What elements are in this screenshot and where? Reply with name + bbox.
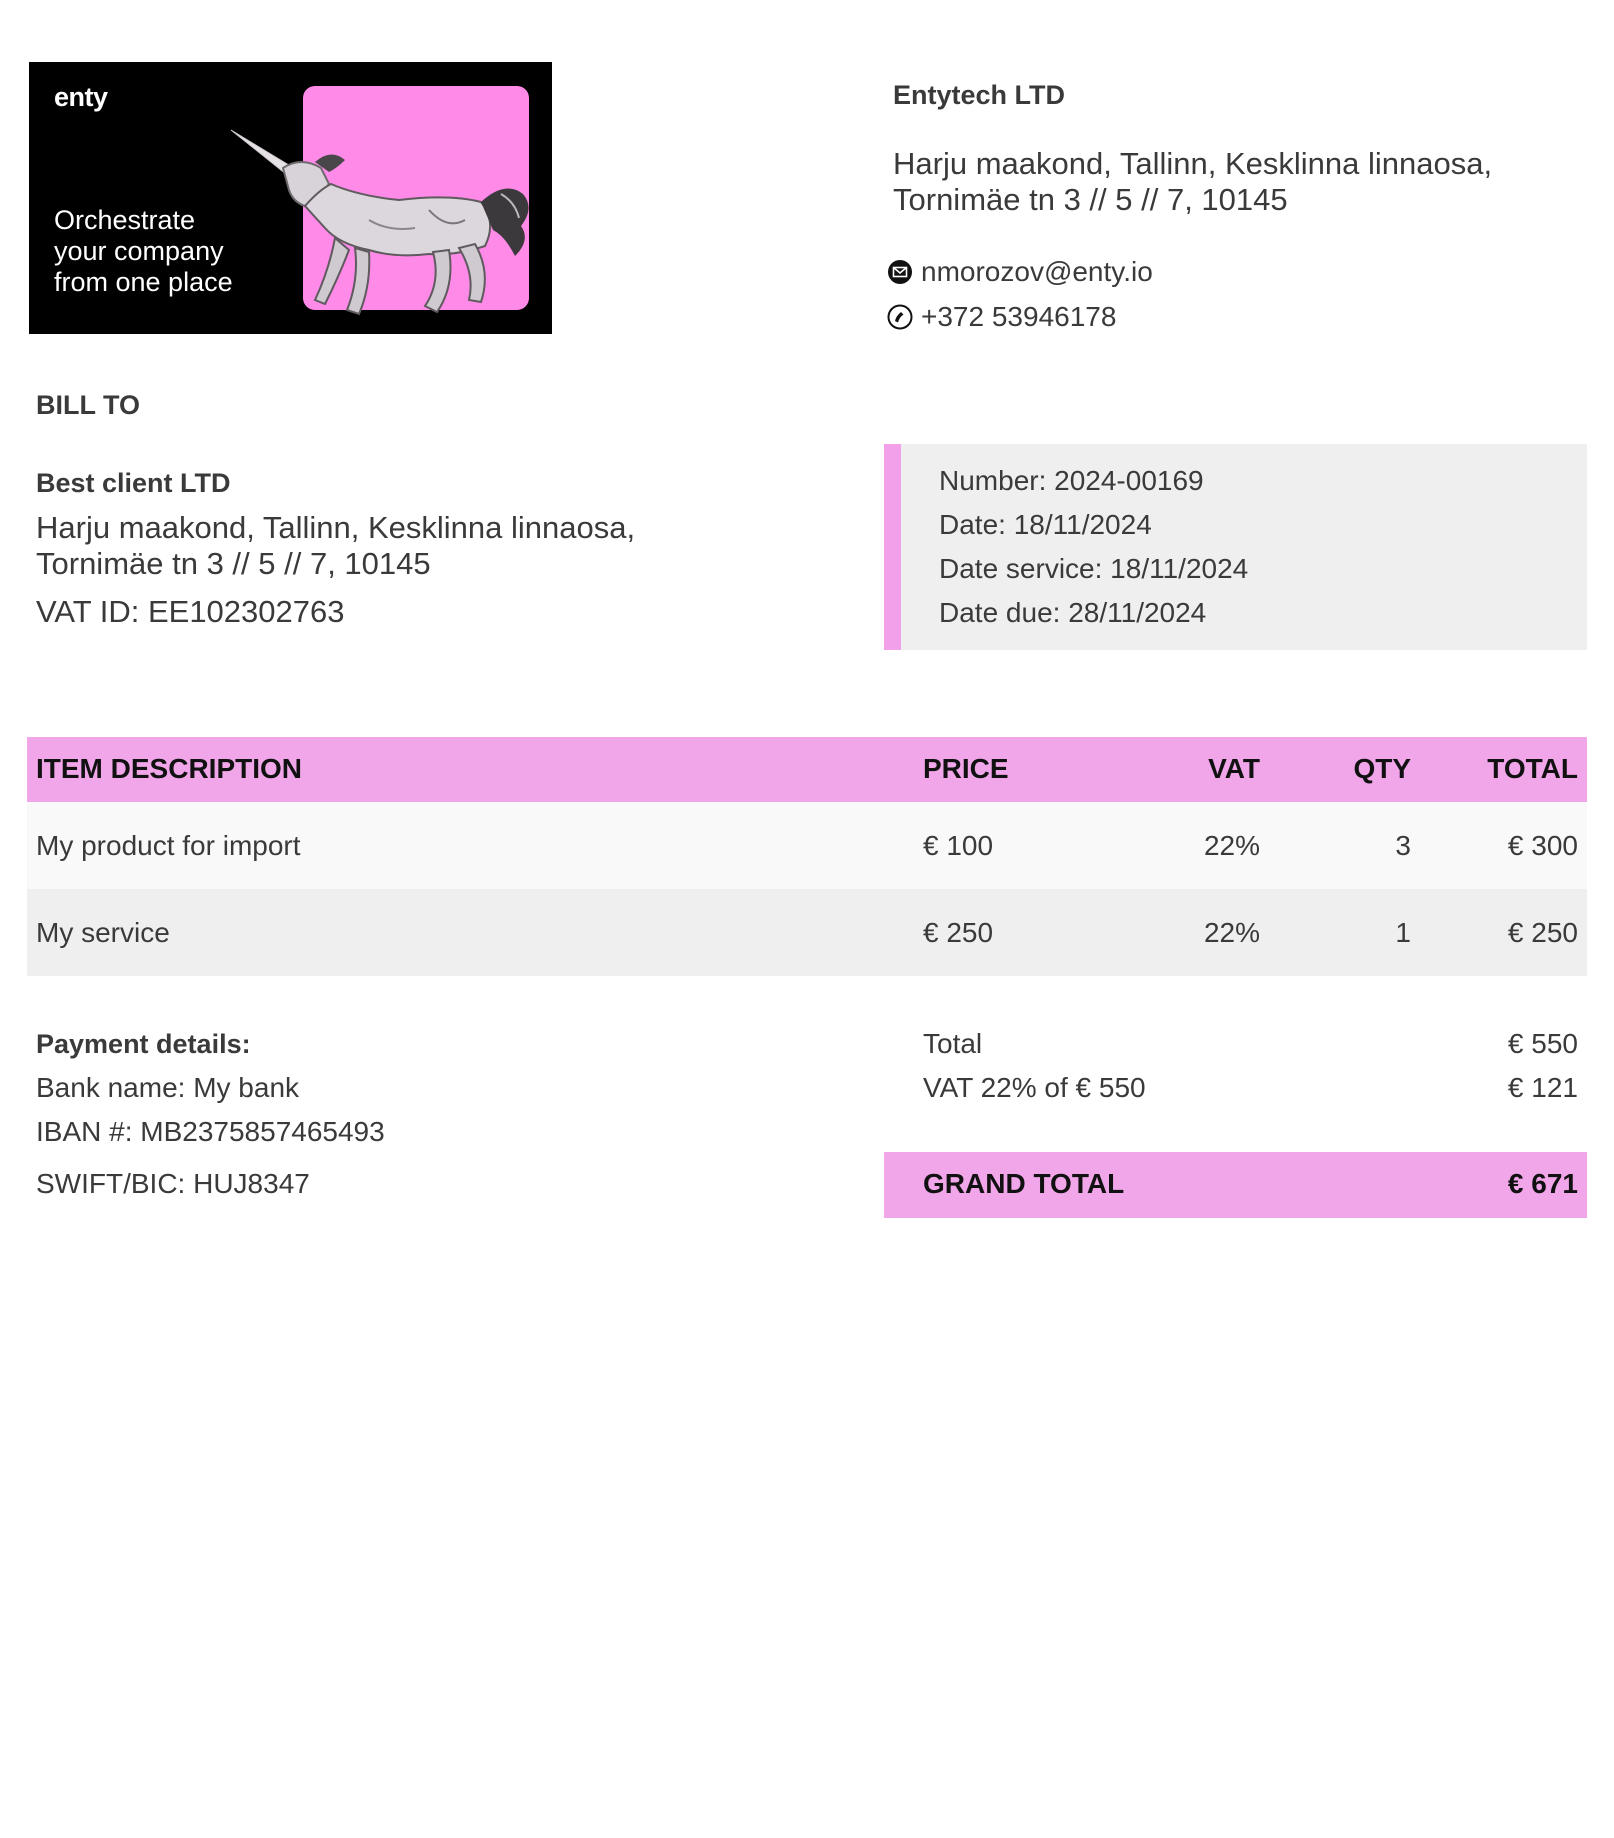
item-total: € 300 bbox=[1507, 830, 1578, 861]
seller-email[interactable]: nmorozov@enty.io bbox=[921, 256, 1153, 287]
vat-total-row bbox=[923, 1071, 1578, 1105]
seller-address-line: Harju maakond, Tallinn, Kesklinna linnaosa, bbox=[893, 146, 1493, 181]
column-header-qty: QTY bbox=[1353, 753, 1411, 784]
payment-details bbox=[36, 1027, 385, 1201]
client-address-line: Harju maakond, Tallinn, Kesklinna linnaosa, bbox=[36, 510, 636, 545]
subtotal-value: € 550 bbox=[1507, 1028, 1578, 1059]
payment-swift: SWIFT/BIC: HUJ8347 bbox=[36, 1168, 310, 1199]
grand-total-row bbox=[884, 1152, 1587, 1218]
vat-total-value: € 121 bbox=[1507, 1072, 1578, 1103]
bill-to-heading: BILL TO bbox=[36, 390, 141, 420]
logo-tagline-line: your company bbox=[54, 236, 224, 266]
logo-tagline-line: Orchestrate bbox=[54, 205, 196, 235]
subtotal-row bbox=[923, 1027, 1578, 1061]
unicorn-illustration bbox=[219, 110, 549, 334]
logo-wordmark: enty bbox=[54, 82, 108, 112]
column-header-total: TOTAL bbox=[1487, 753, 1578, 784]
item-vat: 22% bbox=[1203, 830, 1260, 861]
client-address-line: Tornimäe tn 3 // 5 // 7, 10145 bbox=[36, 546, 431, 581]
item-qty: 1 bbox=[1395, 917, 1411, 948]
grand-total-label: GRAND TOTAL bbox=[923, 1168, 1125, 1199]
item-price: € 100 bbox=[923, 830, 994, 861]
column-header-vat: VAT bbox=[1208, 753, 1260, 784]
logo-tagline-line: from one place bbox=[54, 267, 233, 297]
seller-address bbox=[893, 146, 1573, 218]
items-table-header bbox=[27, 737, 1587, 802]
seller-address-line: Tornimäe tn 3 // 5 // 7, 10145 bbox=[893, 182, 1288, 217]
subtotal-label: Total bbox=[923, 1028, 983, 1059]
table-row bbox=[27, 889, 1587, 976]
item-total: € 250 bbox=[1507, 917, 1578, 948]
item-vat: 22% bbox=[1203, 917, 1260, 948]
company-logo-banner bbox=[29, 62, 552, 334]
seller-email-row bbox=[887, 255, 1387, 289]
column-header-price: PRICE bbox=[923, 753, 1009, 784]
invoice-number: Number: 2024-00169 bbox=[939, 465, 1204, 496]
payment-bank-name: Bank name: My bank bbox=[36, 1072, 300, 1103]
seller-phone-row bbox=[887, 300, 1387, 334]
invoice-date-service: Date service: 18/11/2024 bbox=[939, 553, 1249, 584]
client-vat-id: VAT ID: EE102302763 bbox=[36, 594, 345, 629]
item-qty: 3 bbox=[1395, 830, 1411, 861]
invoice-meta-box bbox=[884, 444, 1587, 650]
seller-block bbox=[893, 78, 1573, 218]
items-table bbox=[27, 737, 1587, 976]
seller-phone[interactable]: +372 53946178 bbox=[921, 301, 1117, 332]
column-header-description: ITEM DESCRIPTION bbox=[36, 753, 303, 784]
vat-total-label: VAT 22% of € 550 bbox=[923, 1072, 1146, 1103]
seller-name: Entytech LTD bbox=[893, 80, 1066, 110]
payment-heading: Payment details: bbox=[36, 1029, 251, 1059]
table-row bbox=[27, 802, 1587, 889]
phone-icon bbox=[887, 304, 913, 330]
payment-iban: IBAN #: MB2375857465493 bbox=[36, 1116, 385, 1147]
item-description: My product for import bbox=[36, 830, 301, 861]
envelope-icon bbox=[887, 259, 913, 285]
invoice-date-due: Date due: 28/11/2024 bbox=[939, 597, 1207, 628]
client-name: Best client LTD bbox=[36, 468, 231, 498]
item-price: € 250 bbox=[923, 917, 994, 948]
grand-total-value: € 671 bbox=[1507, 1168, 1578, 1199]
client-block bbox=[36, 466, 856, 630]
client-address bbox=[36, 510, 856, 582]
item-description: My service bbox=[36, 917, 170, 948]
invoice-date: Date: 18/11/2024 bbox=[939, 509, 1152, 540]
